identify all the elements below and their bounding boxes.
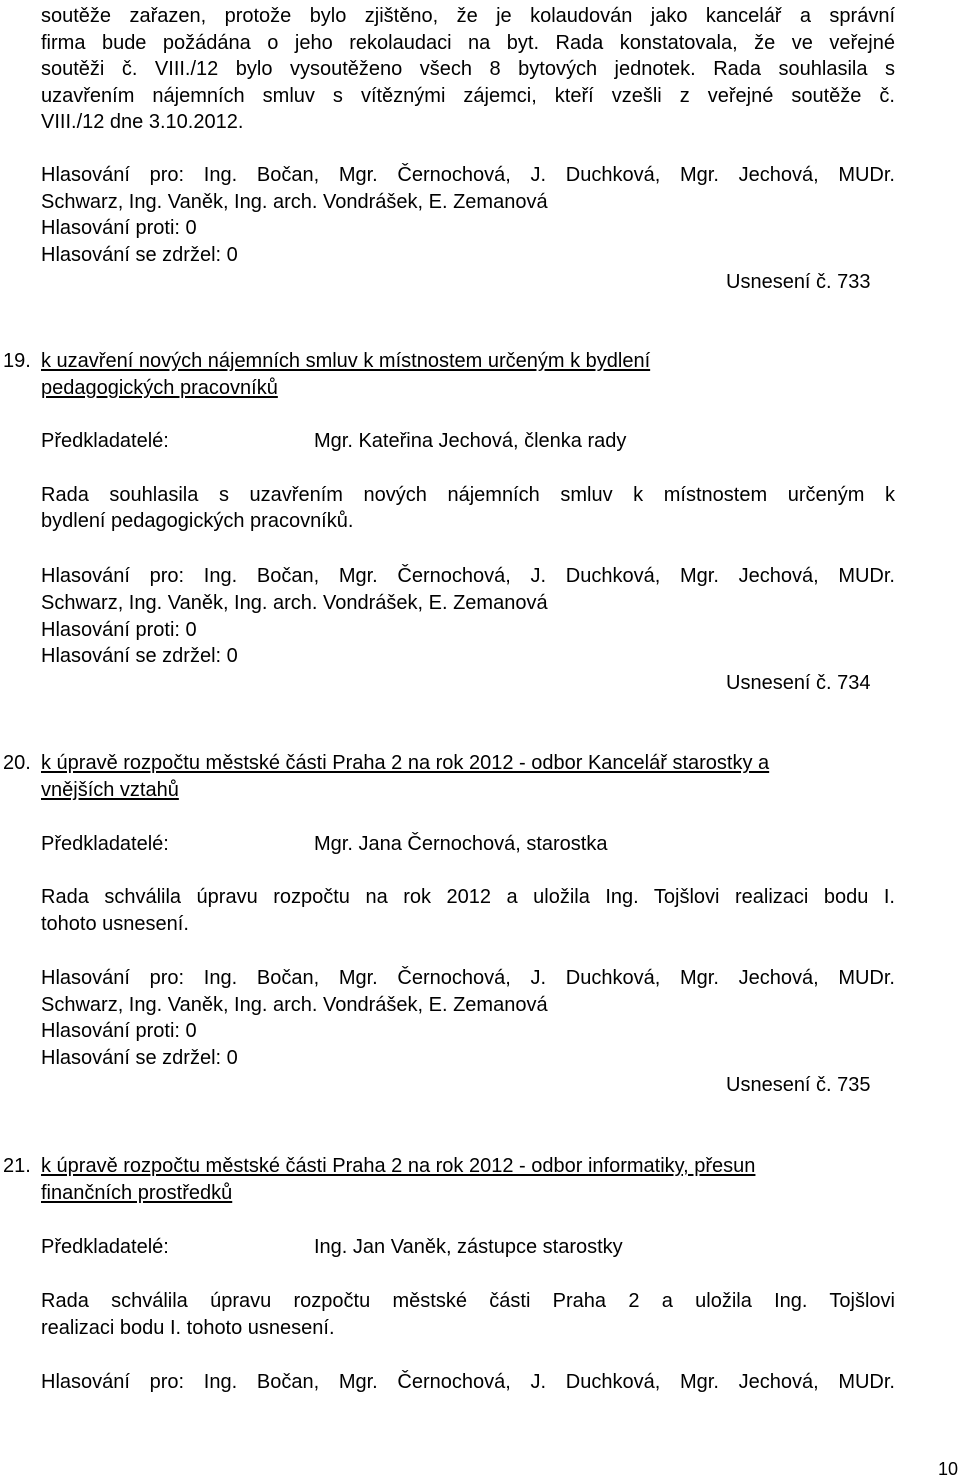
intro-line-4: uzavřením nájemních smluv s vítěznými zájemci, kteří vzešli z veřejné soutěže č. <box>41 85 895 107</box>
intro-line-5: VIII./12 dne 3.10.2012. <box>41 111 244 133</box>
item-21-presenter-label: Předkladatelé: <box>41 1236 169 1258</box>
item-21-text-line-2: realizaci bodu I. tohoto usnesení. <box>41 1317 335 1339</box>
item-20-text-line-1: Rada schválila úpravu rozpočtu na rok 2012 a uložila Ing. Tojšlovi realizaci bodu I. <box>41 886 895 908</box>
item-19-title-line-1: k uzavření nových nájemních smluv k místnostem určeným k bydlení <box>41 350 651 372</box>
item-19-presenter-label: Předkladatelé: <box>41 430 169 452</box>
vote-zdrzel: Hlasování se zdržel: 0 <box>41 645 238 667</box>
vote-proti: Hlasování proti: 0 <box>41 217 197 239</box>
item-20-title-line-1: k úpravě rozpočtu městské části Praha 2 na rok 2012 - odbor Kancelář starostky a <box>41 752 770 774</box>
vote-zdrzel: Hlasování se zdržel: 0 <box>41 1047 238 1069</box>
item-21-title-line-2: finančních prostředků <box>41 1182 233 1204</box>
intro-line-3: soutěži č. VIII./12 bylo vysoutěženo všech 8 bytových jednotek. Rada souhlasila s <box>41 58 895 80</box>
item-20-presenter-label: Předkladatelé: <box>41 833 169 855</box>
item-19-presenter: Mgr. Kateřina Jechová, členka rady <box>314 430 627 452</box>
vote-pro-line-1: Hlasování pro: Ing. Bočan, Mgr. Černochová, J. Duchková, Mgr. Jechová, MUDr. <box>41 967 895 989</box>
vote-pro-line-1: Hlasování pro: Ing. Bočan, Mgr. Černochová, J. Duchková, Mgr. Jechová, MUDr. <box>41 164 895 186</box>
item-20-number: 20. <box>3 752 31 774</box>
item-21-presenter: Ing. Jan Vaněk, zástupce starostky <box>314 1236 623 1258</box>
item-19-text-line-2: bydlení pedagogických pracovníků. <box>41 510 354 532</box>
item-20-title-line-2: vnějších vztahů <box>41 779 179 801</box>
item-21-text-line-1: Rada schválila úpravu rozpočtu městské části Praha 2 a uložila Ing. Tojšlovi <box>41 1290 895 1312</box>
item-21-number: 21. <box>3 1155 31 1177</box>
vote-pro-line-2: Schwarz, Ing. Vaněk, Ing. arch. Vondrášek, E. Zemanová <box>41 191 548 213</box>
item-21-title-line-1: k úpravě rozpočtu městské části Praha 2 na rok 2012 - odbor informatiky, přesun <box>41 1155 756 1177</box>
resolution-733: Usnesení č. 733 <box>726 271 871 293</box>
resolution-734: Usnesení č. 734 <box>726 672 871 694</box>
item-19-text-line-1: Rada souhlasila s uzavřením nových nájemních smluv k místnostem určeným k <box>41 484 895 506</box>
item-20-presenter: Mgr. Jana Černochová, starostka <box>314 833 608 855</box>
resolution-735: Usnesení č. 735 <box>726 1074 871 1096</box>
vote-zdrzel: Hlasování se zdržel: 0 <box>41 244 238 266</box>
intro-line-2: firma bude požádána o jeho rekolaudaci na byt. Rada konstatovala, že ve veřejné <box>41 32 895 54</box>
intro-line-1: soutěže zařazen, protože bylo zjištěno, že je kolaudován jako kancelář a správní <box>41 5 895 27</box>
item-19-number: 19. <box>3 350 31 372</box>
item-20-text-line-2: tohoto usnesení. <box>41 913 189 935</box>
item-19-title-line-2: pedagogických pracovníků <box>41 377 278 399</box>
vote-proti: Hlasování proti: 0 <box>41 619 197 641</box>
vote-pro-line-2: Schwarz, Ing. Vaněk, Ing. arch. Vondrášek, E. Zemanová <box>41 592 548 614</box>
vote-pro-line-1: Hlasování pro: Ing. Bočan, Mgr. Černochová, J. Duchková, Mgr. Jechová, MUDr. <box>41 1371 895 1393</box>
vote-proti: Hlasování proti: 0 <box>41 1020 197 1042</box>
page-number: 10 <box>938 1459 959 1479</box>
vote-pro-line-2: Schwarz, Ing. Vaněk, Ing. arch. Vondrášek, E. Zemanová <box>41 994 548 1016</box>
vote-pro-line-1: Hlasování pro: Ing. Bočan, Mgr. Černochová, J. Duchková, Mgr. Jechová, MUDr. <box>41 565 895 587</box>
